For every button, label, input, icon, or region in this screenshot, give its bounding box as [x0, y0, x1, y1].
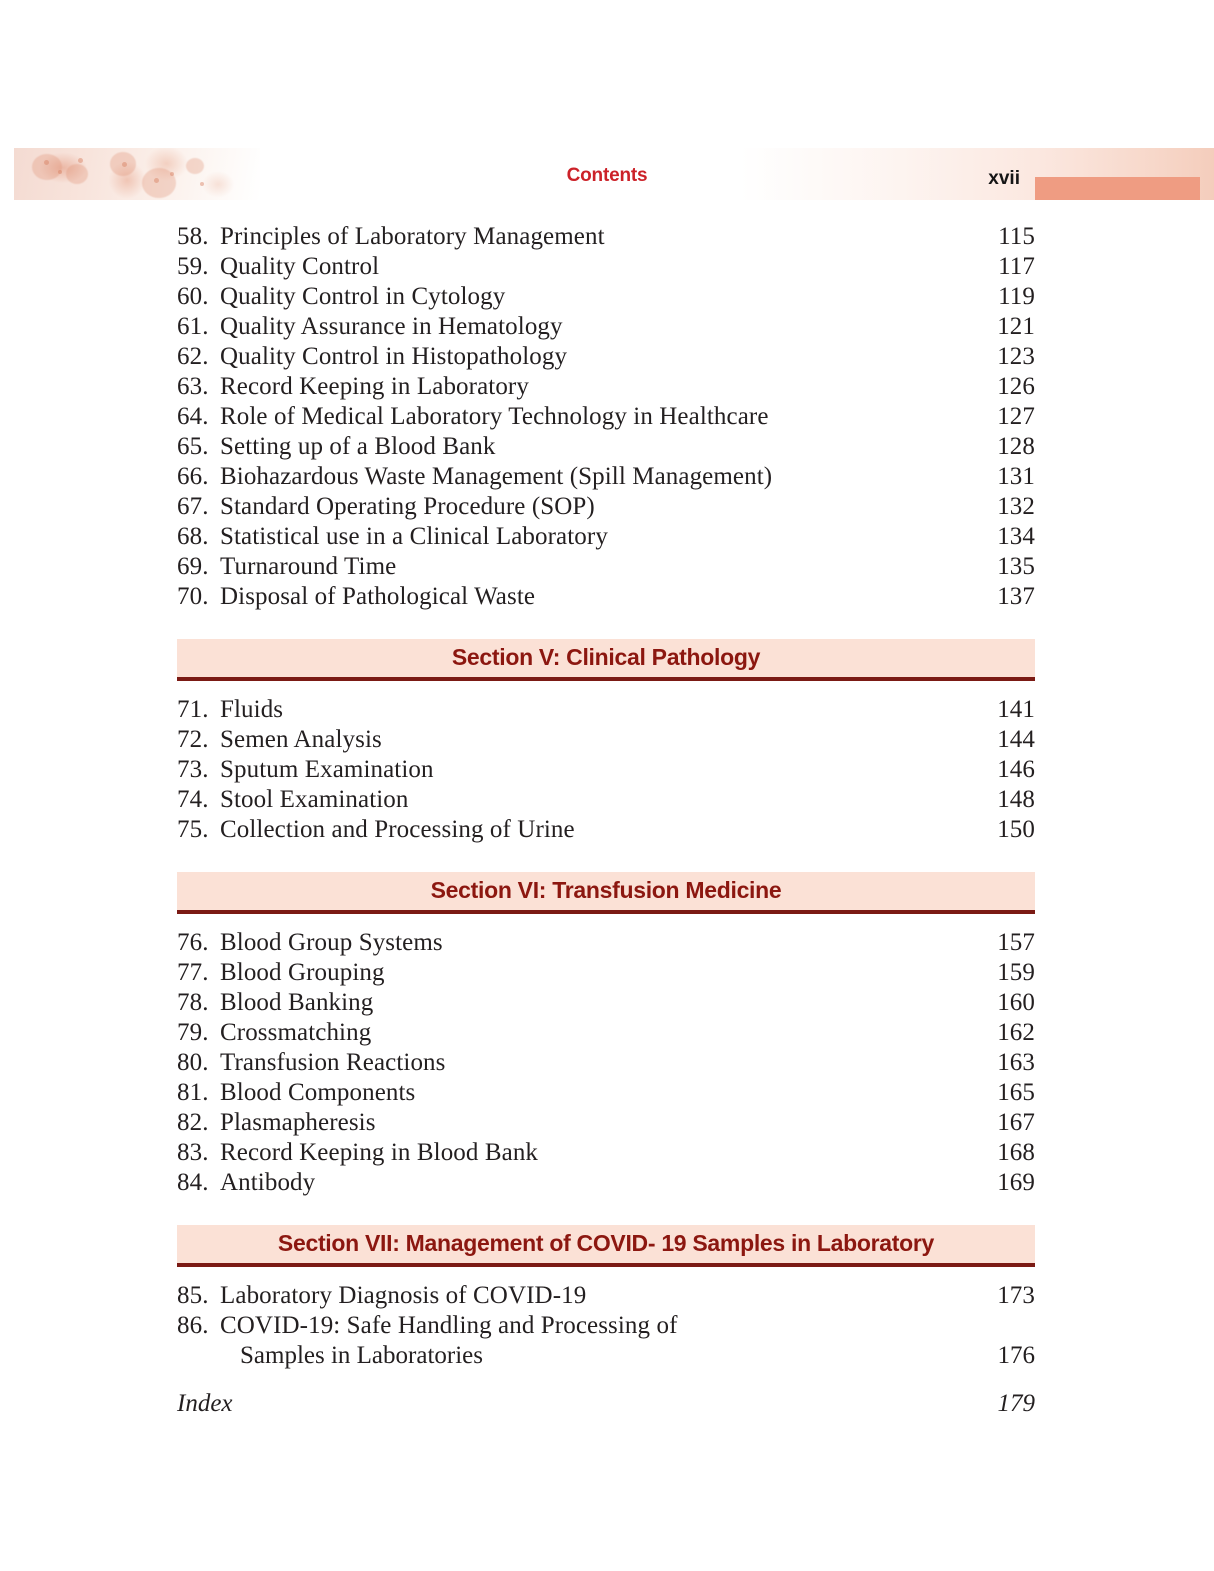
toc-entry-title: Blood Group Systems — [220, 929, 443, 956]
toc-entry-page-number: 115 — [998, 223, 1035, 250]
table-of-contents — [177, 222, 1035, 1419]
toc-entry[interactable] — [177, 552, 1035, 582]
toc-entry-page-number: 169 — [997, 1169, 1035, 1196]
toc-entry-number: 80. — [177, 1049, 209, 1076]
page-title: Contents — [566, 165, 648, 186]
toc-entry[interactable] — [177, 1048, 1035, 1078]
toc-entry[interactable] — [177, 222, 1035, 252]
toc-entry-page-number: 131 — [997, 463, 1035, 490]
toc-entry-number: 64. — [177, 403, 209, 430]
toc-entry-number: 77. — [177, 959, 209, 986]
toc-entry-title: Semen Analysis — [220, 726, 382, 753]
toc-entry-page-number: 146 — [997, 756, 1035, 783]
toc-entry-number: 73. — [177, 756, 209, 783]
toc-entry-page-number: 162 — [997, 1019, 1035, 1046]
toc-entry[interactable] — [177, 312, 1035, 342]
toc-entry-title: Antibody — [220, 1169, 316, 1196]
toc-entry-number: 61. — [177, 313, 209, 340]
toc-entry[interactable] — [177, 522, 1035, 552]
toc-entry-page-number: 117 — [998, 253, 1035, 280]
toc-entry[interactable] — [177, 582, 1035, 612]
toc-entry-title: Blood Banking — [220, 989, 374, 1016]
toc-entry-title: Laboratory Diagnosis of COVID-19 — [220, 1282, 587, 1309]
toc-entry-number: 69. — [177, 553, 209, 580]
toc-entry[interactable] — [177, 1168, 1035, 1198]
toc-entry-number: 58. — [177, 223, 209, 250]
toc-entry-number: 81. — [177, 1079, 209, 1106]
page-number-folio: xvii — [988, 168, 1020, 189]
toc-entry-title: Transfusion Reactions — [220, 1049, 446, 1076]
toc-entry[interactable] — [177, 252, 1035, 282]
toc-entry[interactable] — [177, 342, 1035, 372]
toc-entry-title: Turnaround Time — [220, 553, 397, 580]
toc-entry-title: Blood Components — [220, 1079, 416, 1106]
toc-entry-title: Record Keeping in Blood Bank — [220, 1139, 539, 1166]
toc-entry-number: 82. — [177, 1109, 209, 1136]
toc-entry[interactable] — [177, 815, 1035, 845]
toc-index-entry[interactable] — [177, 1389, 1035, 1419]
toc-entry-page-number: 168 — [997, 1139, 1035, 1166]
toc-entry-number: 79. — [177, 1019, 209, 1046]
toc-entry-page-number: 137 — [997, 583, 1035, 610]
toc-entry-page-number: 132 — [997, 493, 1035, 520]
toc-entry[interactable] — [177, 695, 1035, 725]
toc-entry[interactable] — [177, 462, 1035, 492]
toc-entry-page-number: 165 — [997, 1079, 1035, 1106]
toc-entry-title: Collection and Processing of Urine — [220, 816, 575, 843]
toc-entry-title: Disposal of Pathological Waste — [220, 583, 536, 610]
toc-entry-title: Setting up of a Blood Bank — [220, 433, 496, 460]
section-banner — [177, 639, 1035, 681]
toc-entry-number: 66. — [177, 463, 209, 490]
toc-entry-number: 78. — [177, 989, 209, 1016]
toc-entry-page-number: 134 — [997, 523, 1035, 550]
toc-entry-number: 65. — [177, 433, 209, 460]
toc-entry-page-number: 128 — [997, 433, 1035, 460]
toc-entry-page-number: 163 — [997, 1049, 1035, 1076]
toc-entry-title: Sputum Examination — [220, 756, 434, 783]
toc-entry-number: 86. — [177, 1312, 209, 1339]
toc-entry-number: 75. — [177, 816, 209, 843]
toc-entry[interactable] — [177, 1078, 1035, 1108]
toc-entry[interactable] — [177, 725, 1035, 755]
toc-entry-title: Quality Assurance in Hematology — [220, 313, 563, 340]
toc-entry-continuation-page-number: 176 — [997, 1342, 1035, 1369]
toc-entry[interactable] — [177, 1281, 1035, 1311]
toc-entry-page-number: 123 — [997, 343, 1035, 370]
toc-entry-title: Blood Grouping — [220, 959, 385, 986]
toc-entry-number: 72. — [177, 726, 209, 753]
toc-entry-number: 84. — [177, 1169, 209, 1196]
section-banner-label: Section V: Clinical Pathology — [451, 644, 761, 670]
toc-entry[interactable] — [177, 988, 1035, 1018]
toc-entry-number: 59. — [177, 253, 209, 280]
toc-entry-number: 63. — [177, 373, 209, 400]
toc-entry[interactable] — [177, 1311, 1035, 1341]
toc-entry-title: Statistical use in a Clinical Laboratory — [220, 523, 608, 550]
toc-entry[interactable] — [177, 402, 1035, 432]
toc-entry-number: 67. — [177, 493, 209, 520]
toc-entry-page-number: 148 — [997, 786, 1035, 813]
toc-entry[interactable] — [177, 282, 1035, 312]
toc-entry-page-number: 126 — [997, 373, 1035, 400]
toc-entry-title: Record Keeping in Laboratory — [220, 373, 529, 400]
toc-index-page-number: 179 — [997, 1390, 1035, 1417]
toc-entry-page-number: 159 — [997, 959, 1035, 986]
toc-entry-number: 76. — [177, 929, 209, 956]
toc-entry[interactable] — [177, 1138, 1035, 1168]
toc-entry[interactable] — [177, 492, 1035, 522]
page-header — [0, 148, 1214, 202]
toc-entry[interactable] — [177, 372, 1035, 402]
section-banner — [177, 872, 1035, 914]
toc-entry[interactable] — [177, 928, 1035, 958]
toc-entry-title: Principles of Laboratory Management — [220, 223, 605, 250]
toc-entry-page-number: 173 — [997, 1282, 1035, 1309]
section-banner-label: Section VI: Transfusion Medicine — [430, 877, 782, 903]
toc-entry-title: Quality Control in Cytology — [220, 283, 506, 310]
toc-entry-page-number: 167 — [997, 1109, 1035, 1136]
toc-entry[interactable] — [177, 1108, 1035, 1138]
index-spacer — [177, 1371, 1035, 1389]
toc-entry-title: Standard Operating Procedure (SOP) — [220, 493, 595, 520]
toc-entry[interactable] — [177, 755, 1035, 785]
toc-entry-number: 71. — [177, 696, 209, 723]
toc-entry-title: Crossmatching — [220, 1019, 372, 1046]
toc-entry-page-number: 157 — [997, 929, 1035, 956]
toc-entry-continuation[interactable] — [177, 1341, 1035, 1371]
toc-entry-page-number: 121 — [997, 313, 1035, 340]
toc-entry-page-number: 127 — [997, 403, 1035, 430]
toc-entry-page-number: 150 — [997, 816, 1035, 843]
toc-entry[interactable] — [177, 1018, 1035, 1048]
toc-index-label: Index — [177, 1390, 233, 1417]
toc-entry-title: Stool Examination — [220, 786, 409, 813]
toc-entry-continuation-title: Samples in Laboratories — [240, 1342, 483, 1369]
toc-entry-number: 74. — [177, 786, 209, 813]
toc-entry-page-number: 144 — [997, 726, 1035, 753]
toc-entry-number: 62. — [177, 343, 209, 370]
toc-entry-title: Fluids — [220, 696, 284, 723]
toc-entry-number: 60. — [177, 283, 209, 310]
toc-entry-page-number: 135 — [997, 553, 1035, 580]
toc-entry-number: 83. — [177, 1139, 209, 1166]
toc-entry-page-number: 160 — [997, 989, 1035, 1016]
toc-entry[interactable] — [177, 958, 1035, 988]
toc-entry[interactable] — [177, 432, 1035, 462]
toc-entry-title: COVID-19: Safe Handling and Processing of — [220, 1312, 678, 1339]
toc-entry-number: 68. — [177, 523, 209, 550]
toc-entry[interactable] — [177, 785, 1035, 815]
toc-entry-title: Quality Control — [220, 253, 380, 280]
toc-entry-number: 85. — [177, 1282, 209, 1309]
section-banner — [177, 1225, 1035, 1267]
toc-entry-page-number: 141 — [997, 696, 1035, 723]
toc-entry-title: Quality Control in Histopathology — [220, 343, 568, 370]
toc-entry-number: 70. — [177, 583, 209, 610]
toc-entry-page-number: 119 — [998, 283, 1035, 310]
section-banner-label: Section VII: Management of COVID- 19 Samples in Laboratory — [277, 1230, 935, 1256]
toc-entry-title: Plasmapheresis — [220, 1109, 376, 1136]
toc-entry-title: Biohazardous Waste Management (Spill Management) — [220, 463, 773, 490]
toc-entry-title: Role of Medical Laboratory Technology in Healthcare — [220, 403, 769, 430]
